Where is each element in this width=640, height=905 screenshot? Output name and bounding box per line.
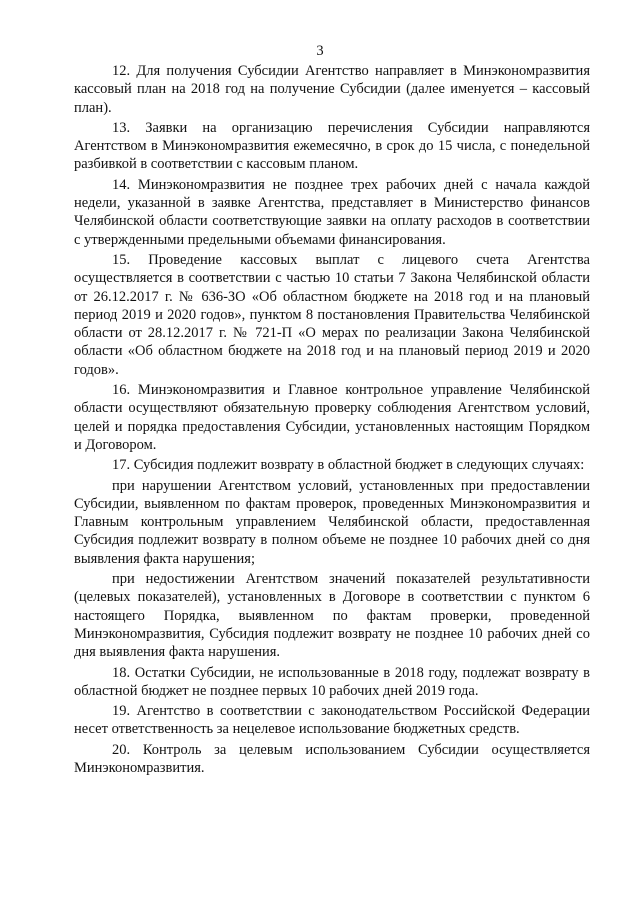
paragraph-14: 14. Минэкономразвития не позднее трех рабочих дней с начала каждой недели, указанной в заявке Агентства, представляет в Министерство финансов Челябинской области соответствующие заявки на оплату расходов в соответствии с утвержденными предельными объемами финансирования.: [74, 176, 590, 248]
paragraph-17-case-1: при нарушении Агентством условий, установленных при предоставлении Субсидии, выявленном по фактам проверок, проведенных Минэкономразвития и Главным контрольным управлением Челябинской области, предоставленная Субсидия подлежит возврату в полном объеме не позднее 10 рабочих дней со дня выявления факта нарушения;: [74, 477, 590, 567]
paragraph-12: 12. Для получения Субсидии Агентство направляет в Минэкономразвития кассовый план на 2018 год на получение Субсидии (далее именуется – кассовый план).: [74, 63, 590, 116]
paragraph-18: 18. Остатки Субсидии, не использованные в 2018 году, подлежат возврату в областной бюджет не позднее первых 10 рабочих дней 2019 года.: [74, 664, 590, 699]
document-body: [74, 62, 590, 779]
paragraph-17: 17. Субсидия подлежит возврату в областной бюджет в следующих случаях:: [112, 457, 585, 474]
paragraph-20: 20. Контроль за целевым использованием Субсидии осуществляется Минэкономразвития.: [74, 741, 590, 776]
paragraph-17-case-2: при недостижении Агентством значений показателей результативности (целевых показателей), установленных в Договоре в соответствии с пунктом 6 настоящего Порядка, выявленном по фактам проверки, проведенной Минэкономразвития, Субсидия подлежит возврату не позднее 10 рабочих дней со дня выявления факта нарушения.: [74, 571, 590, 661]
paragraph-16: 16. Минэкономразвития и Главное контрольное управление Челябинской области осуществляют обязательную проверку соблюдения Агентством условий, целей и порядка предоставления Субсидии, установленных настоящим Порядком и Договором.: [74, 382, 590, 453]
paragraph-19: 19. Агентство в соответствии с законодательством Российской Федерации несет ответственность за нецелевое использование бюджетных средств.: [74, 703, 590, 738]
page-number: 3: [316, 43, 324, 59]
paragraph-13: 13. Заявки на организацию перечисления Субсидии направляются Агентством в Минэкономразвития ежемесячно, в срок до 15 числа, с понедельной разбивкой в соответствии с кассовым планом.: [74, 119, 590, 173]
paragraph-15: 15. Проведение кассовых выплат с лицевого счета Агентства осуществляется в соответствии с частью 10 статьи 7 Закона Челябинской области от 26.12.2017 г. № 636-ЗО «Об областном бюджете на 2018 год и на плановый период 2019 и 2020 годов», пунктом 8 постановления Правительства Челябинской области от 28.12.2017 г. № 721-П «О мерах по реализации Закона Челябинской области «Об областном бюджете на 2018 год и на плановый период 2019 и 2020 годов».: [74, 251, 590, 378]
